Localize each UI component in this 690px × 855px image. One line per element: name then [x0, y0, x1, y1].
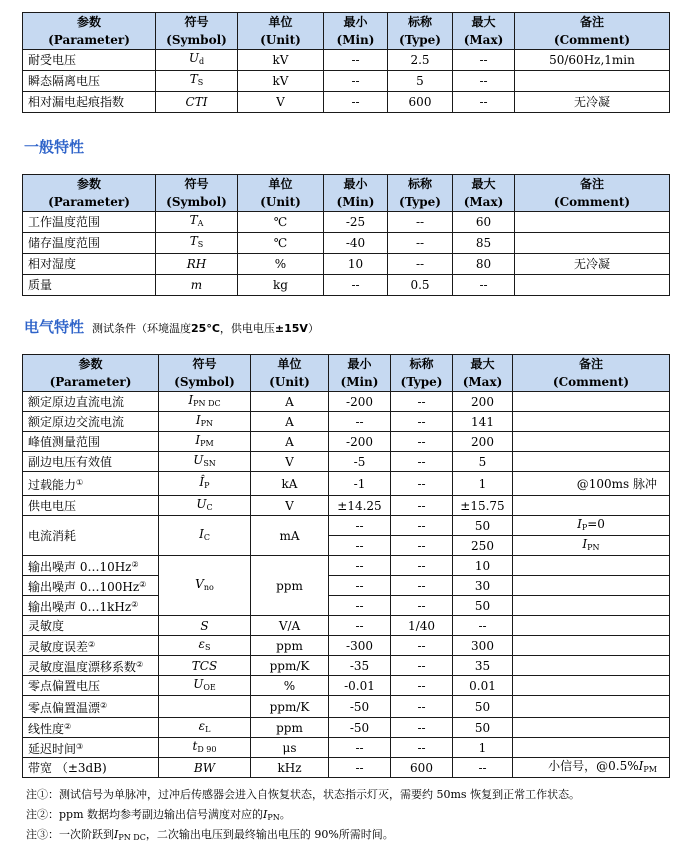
table-row: 储存温度范围 $T_S$ ℃ -40 -- 85	[23, 233, 670, 254]
insulation-table	[22, 12, 670, 113]
header-parameter: 参数 (Parameter)	[23, 13, 156, 50]
general-table	[22, 174, 670, 296]
header-parameter: 参数 (Parameter)	[23, 355, 159, 392]
table-row: 输出噪声 0…10Hz② $V_{no}$ ppm -- -- 10	[23, 556, 670, 576]
table-row: 质量 m kg -- 0.5 --	[23, 275, 670, 296]
table-row: 灵敏度误差② $\varepsilon_S$ ppm -300 -- 300	[23, 636, 670, 656]
header-symbol: 符号 (Symbol)	[159, 355, 251, 392]
table-row: 副边电压有效值 $U_{SN}$ V -5 -- 5	[23, 452, 670, 472]
table-row: 零点偏置温漂② ppm/K -50 -- 50	[23, 696, 670, 718]
footnote-2: 注②：ppm 数据均参考副边输出信号满度对应的$I_{PN}$。	[26, 808, 291, 822]
table-row: -- -- 250 $I_{PN}$	[23, 536, 670, 556]
table-row: 输出噪声 0…1kHz② -- -- 50	[23, 596, 670, 616]
table-row: 输出噪声 0…100Hz② -- -- 30	[23, 576, 670, 596]
header-unit: 单位 (Unit)	[238, 13, 324, 50]
table-row: 延迟时间③ $t_{D 90}$ μs -- -- 1	[23, 738, 670, 758]
header-max: 最大 (Max)	[453, 355, 513, 392]
table-row: 供电电压 $U_C$ V ±14.25 -- ±15.75	[23, 496, 670, 516]
table-header-row	[23, 13, 670, 50]
table-row: 相对湿度 RH % 10 -- 80 无冷凝	[23, 254, 670, 275]
table-row: 相对漏电起痕指数 CTI V -- 600 -- 无冷凝	[23, 92, 670, 113]
header-min: 最小 (Min)	[324, 175, 388, 212]
header-unit: 单位 (Unit)	[238, 175, 324, 212]
header-unit: 单位 (Unit)	[251, 355, 329, 392]
header-symbol: 符号 (Symbol)	[156, 175, 238, 212]
header-max: 最大 (Max)	[453, 13, 515, 50]
header-comment: 备注 (Comment)	[513, 355, 670, 392]
table-row: 电流消耗 $I_C$ mA -- -- 50 $I_P=0$	[23, 516, 670, 536]
table-row: 工作温度范围 $T_A$ ℃ -25 -- 60	[23, 212, 670, 233]
section-title-general: 一般特性	[24, 138, 85, 156]
header-parameter: 参数 (Parameter)	[23, 175, 156, 212]
table-row: 峰值测量范围 $I_{PM}$ A -200 -- 200	[23, 432, 670, 452]
header-symbol: 符号 (Symbol)	[156, 13, 238, 50]
table-row: 过载能力① $Î_P$ kA -1 -- 1 @100ms 脉冲	[23, 472, 670, 496]
header-type: 标称 (Type)	[388, 175, 453, 212]
table-row: 带宽 （±3dB) BW kHz -- 600 -- 小信号，$@0.5\%I_{PM}$	[23, 758, 670, 778]
table-header-row	[23, 175, 670, 212]
table-row: 额定原边直流电流 $I_{PN DC}$ A -200 -- 200	[23, 392, 670, 412]
table-row: 线性度② $\varepsilon_L$ ppm -50 -- 50	[23, 718, 670, 738]
table-row: 灵敏度温度漂移系数② TCS ppm/K -35 -- 35	[23, 656, 670, 676]
header-comment: 备注 (Comment)	[515, 13, 670, 50]
footnote-3: 注③：一次阶跃到$I_{PN DC}$，二次输出电压到最终输出电压的 90%所需时间。	[26, 828, 394, 842]
table-row: 耐受电压 $U_d$ kV -- 2.5 -- 50/60Hz,1min	[23, 50, 670, 71]
header-max: 最大 (Max)	[453, 175, 515, 212]
section-title-electrical: 电气特性 测试条件（环境温度25°C，供电电压±15V）	[24, 318, 319, 336]
table-row: 瞬态隔离电压 $T_S$ kV -- 5 --	[23, 71, 670, 92]
table-row: 额定原边交流电流 $I_{PN}$ A -- -- 141	[23, 412, 670, 432]
electrical-table	[22, 354, 670, 778]
footnote-1: 注①：测试信号为单脉冲，过冲后传感器会进入自恢复状态，状态指示灯灭，需要约 50ms 恢复到正常工作状态。	[26, 788, 581, 801]
header-comment: 备注 (Comment)	[515, 175, 670, 212]
table-header-row	[23, 355, 670, 392]
header-type: 标称 (Type)	[391, 355, 453, 392]
header-min: 最小 (Min)	[329, 355, 391, 392]
header-min: 最小 (Min)	[324, 13, 388, 50]
table-row: 灵敏度 S V/A -- 1/40 --	[23, 616, 670, 636]
test-condition: 测试条件（环境温度25°C，供电电压±15V）	[92, 322, 319, 335]
table-row: 零点偏置电压 $U_{OE}$ % -0.01 -- 0.01	[23, 676, 670, 696]
header-type: 标称 (Type)	[388, 13, 453, 50]
